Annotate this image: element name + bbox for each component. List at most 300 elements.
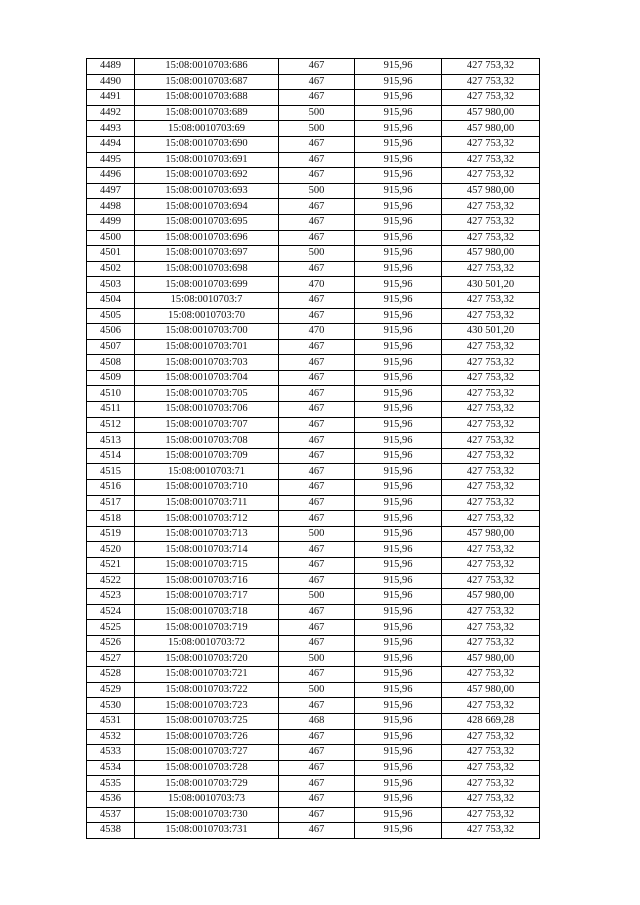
cadastral-number-cell: 15:08:0010703:7 [135,292,279,308]
value-cell: 427 753,32 [442,417,540,433]
row-number-cell: 4530 [87,698,135,714]
area-cell: 500 [279,589,355,605]
row-number-cell: 4535 [87,776,135,792]
area-cell: 500 [279,183,355,199]
rate-cell: 915,96 [355,261,442,277]
value-cell: 427 753,32 [442,402,540,418]
rate-cell: 915,96 [355,168,442,184]
rate-cell: 915,96 [355,105,442,121]
row-number-cell: 4500 [87,230,135,246]
area-cell: 467 [279,152,355,168]
rate-cell: 915,96 [355,292,442,308]
row-number-cell: 4498 [87,199,135,215]
value-cell: 457 980,00 [442,526,540,542]
rate-cell: 915,96 [355,589,442,605]
row-number-cell: 4538 [87,823,135,839]
rate-cell: 915,96 [355,464,442,480]
cadastral-number-cell: 15:08:0010703:695 [135,214,279,230]
rate-cell: 915,96 [355,339,442,355]
table-row [87,526,540,542]
cadastral-number-cell: 15:08:0010703:722 [135,682,279,698]
cadastral-number-cell: 15:08:0010703:706 [135,402,279,418]
area-cell: 467 [279,168,355,184]
rate-cell: 915,96 [355,495,442,511]
value-cell: 427 753,32 [442,339,540,355]
cadastral-number-cell: 15:08:0010703:688 [135,90,279,106]
value-cell: 427 753,32 [442,433,540,449]
value-cell: 427 753,32 [442,635,540,651]
area-cell: 467 [279,136,355,152]
rate-cell: 915,96 [355,152,442,168]
row-number-cell: 4493 [87,121,135,137]
cadastral-number-cell: 15:08:0010703:699 [135,277,279,293]
area-cell: 467 [279,308,355,324]
table-row [87,105,540,121]
rate-cell: 915,96 [355,121,442,137]
value-cell: 427 753,32 [442,729,540,745]
area-cell: 500 [279,682,355,698]
value-cell: 427 753,32 [442,542,540,558]
table-row [87,183,540,199]
rate-cell: 915,96 [355,417,442,433]
area-cell: 467 [279,370,355,386]
row-number-cell: 4519 [87,526,135,542]
rate-cell: 915,96 [355,355,442,371]
value-cell: 427 753,32 [442,370,540,386]
rate-cell: 915,96 [355,573,442,589]
cadastral-number-cell: 15:08:0010703:704 [135,370,279,386]
rate-cell: 915,96 [355,308,442,324]
area-cell: 467 [279,573,355,589]
value-cell: 427 753,32 [442,807,540,823]
table-row [87,651,540,667]
area-cell: 467 [279,339,355,355]
value-cell: 427 753,32 [442,667,540,683]
table-row [87,495,540,511]
area-cell: 467 [279,667,355,683]
row-number-cell: 4527 [87,651,135,667]
table-row [87,589,540,605]
value-cell: 427 753,32 [442,760,540,776]
row-number-cell: 4491 [87,90,135,106]
area-cell: 500 [279,526,355,542]
row-number-cell: 4508 [87,355,135,371]
row-number-cell: 4523 [87,589,135,605]
rate-cell: 915,96 [355,214,442,230]
area-cell: 467 [279,386,355,402]
cadastral-number-cell: 15:08:0010703:696 [135,230,279,246]
row-number-cell: 4521 [87,558,135,574]
table-row [87,542,540,558]
area-cell: 467 [279,542,355,558]
rate-cell: 915,96 [355,651,442,667]
cadastral-number-cell: 15:08:0010703:694 [135,199,279,215]
area-cell: 467 [279,90,355,106]
cadastral-number-cell: 15:08:0010703:707 [135,417,279,433]
row-number-cell: 4494 [87,136,135,152]
area-cell: 467 [279,807,355,823]
row-number-cell: 4489 [87,59,135,75]
cadastral-number-cell: 15:08:0010703:714 [135,542,279,558]
value-cell: 427 753,32 [442,386,540,402]
row-number-cell: 4510 [87,386,135,402]
row-number-cell: 4528 [87,667,135,683]
table-row [87,121,540,137]
area-cell: 467 [279,261,355,277]
cadastral-number-cell: 15:08:0010703:71 [135,464,279,480]
row-number-cell: 4509 [87,370,135,386]
row-number-cell: 4522 [87,573,135,589]
area-cell: 467 [279,417,355,433]
rate-cell: 915,96 [355,370,442,386]
row-number-cell: 4525 [87,620,135,636]
table-row [87,168,540,184]
table-row [87,370,540,386]
rate-cell: 915,96 [355,183,442,199]
table-row [87,682,540,698]
rate-cell: 915,96 [355,59,442,75]
value-cell: 457 980,00 [442,183,540,199]
row-number-cell: 4524 [87,604,135,620]
area-cell: 467 [279,620,355,636]
value-cell: 457 980,00 [442,651,540,667]
rate-cell: 915,96 [355,480,442,496]
row-number-cell: 4504 [87,292,135,308]
table-row [87,339,540,355]
row-number-cell: 4497 [87,183,135,199]
area-cell: 467 [279,74,355,90]
area-cell: 470 [279,277,355,293]
table-row [87,807,540,823]
value-cell: 427 753,32 [442,480,540,496]
value-cell: 427 753,32 [442,136,540,152]
area-cell: 500 [279,651,355,667]
value-cell: 427 753,32 [442,604,540,620]
area-cell: 467 [279,729,355,745]
value-cell: 427 753,32 [442,308,540,324]
cadastral-number-cell: 15:08:0010703:700 [135,324,279,340]
value-cell: 427 753,32 [442,214,540,230]
cadastral-number-cell: 15:08:0010703:715 [135,558,279,574]
cadastral-number-cell: 15:08:0010703:713 [135,526,279,542]
value-cell: 427 753,32 [442,90,540,106]
rate-cell: 915,96 [355,433,442,449]
row-number-cell: 4513 [87,433,135,449]
rate-cell: 915,96 [355,136,442,152]
row-number-cell: 4532 [87,729,135,745]
table-row [87,635,540,651]
cadastral-number-cell: 15:08:0010703:725 [135,713,279,729]
row-number-cell: 4512 [87,417,135,433]
cadastral-number-cell: 15:08:0010703:708 [135,433,279,449]
table-row [87,324,540,340]
rate-cell: 915,96 [355,667,442,683]
value-cell: 427 753,32 [442,355,540,371]
rate-cell: 915,96 [355,745,442,761]
table-row [87,448,540,464]
row-number-cell: 4520 [87,542,135,558]
cadastral-number-cell: 15:08:0010703:726 [135,729,279,745]
cadastral-number-cell: 15:08:0010703:716 [135,573,279,589]
table-row [87,464,540,480]
row-number-cell: 4518 [87,511,135,527]
table-row [87,292,540,308]
parcel-table [86,58,540,839]
rate-cell: 915,96 [355,682,442,698]
rate-cell: 915,96 [355,776,442,792]
row-number-cell: 4514 [87,448,135,464]
cadastral-number-cell: 15:08:0010703:705 [135,386,279,402]
area-cell: 468 [279,713,355,729]
cadastral-number-cell: 15:08:0010703:701 [135,339,279,355]
row-number-cell: 4492 [87,105,135,121]
row-number-cell: 4495 [87,152,135,168]
row-number-cell: 4526 [87,635,135,651]
cadastral-number-cell: 15:08:0010703:717 [135,589,279,605]
value-cell: 457 980,00 [442,246,540,262]
cadastral-number-cell: 15:08:0010703:73 [135,791,279,807]
rate-cell: 915,96 [355,635,442,651]
value-cell: 427 753,32 [442,558,540,574]
table-row [87,90,540,106]
table-row [87,199,540,215]
area-cell: 467 [279,448,355,464]
rate-cell: 915,96 [355,511,442,527]
table-row [87,59,540,75]
cadastral-number-cell: 15:08:0010703:710 [135,480,279,496]
area-cell: 470 [279,324,355,340]
value-cell: 427 753,32 [442,573,540,589]
table-row [87,277,540,293]
value-cell: 428 669,28 [442,713,540,729]
rate-cell: 915,96 [355,199,442,215]
cadastral-number-cell: 15:08:0010703:721 [135,667,279,683]
parcel-table-body [87,59,540,839]
value-cell: 430 501,20 [442,324,540,340]
table-row [87,776,540,792]
cadastral-number-cell: 15:08:0010703:718 [135,604,279,620]
table-row [87,230,540,246]
table-row [87,620,540,636]
value-cell: 427 753,32 [442,495,540,511]
cadastral-number-cell: 15:08:0010703:711 [135,495,279,511]
value-cell: 457 980,00 [442,589,540,605]
area-cell: 467 [279,791,355,807]
table-row [87,713,540,729]
table-row [87,558,540,574]
table-row [87,402,540,418]
value-cell: 457 980,00 [442,121,540,137]
rate-cell: 915,96 [355,604,442,620]
table-row [87,698,540,714]
cadastral-number-cell: 15:08:0010703:727 [135,745,279,761]
rate-cell: 915,96 [355,324,442,340]
rate-cell: 915,96 [355,277,442,293]
row-number-cell: 4507 [87,339,135,355]
cadastral-number-cell: 15:08:0010703:709 [135,448,279,464]
row-number-cell: 4533 [87,745,135,761]
value-cell: 427 753,32 [442,791,540,807]
table-row [87,729,540,745]
value-cell: 427 753,32 [442,448,540,464]
value-cell: 457 980,00 [442,682,540,698]
table-row [87,214,540,230]
table-row [87,667,540,683]
area-cell: 467 [279,604,355,620]
table-row [87,355,540,371]
area-cell: 467 [279,214,355,230]
rate-cell: 915,96 [355,90,442,106]
row-number-cell: 4511 [87,402,135,418]
cadastral-number-cell: 15:08:0010703:731 [135,823,279,839]
table-row [87,152,540,168]
row-number-cell: 4503 [87,277,135,293]
cadastral-number-cell: 15:08:0010703:730 [135,807,279,823]
value-cell: 427 753,32 [442,464,540,480]
area-cell: 500 [279,246,355,262]
value-cell: 427 753,32 [442,823,540,839]
row-number-cell: 4515 [87,464,135,480]
cadastral-number-cell: 15:08:0010703:690 [135,136,279,152]
value-cell: 427 753,32 [442,74,540,90]
rate-cell: 915,96 [355,791,442,807]
area-cell: 467 [279,464,355,480]
area-cell: 467 [279,745,355,761]
cadastral-number-cell: 15:08:0010703:720 [135,651,279,667]
area-cell: 467 [279,558,355,574]
area-cell: 467 [279,698,355,714]
row-number-cell: 4499 [87,214,135,230]
row-number-cell: 4496 [87,168,135,184]
table-row [87,511,540,527]
cadastral-number-cell: 15:08:0010703:689 [135,105,279,121]
cadastral-number-cell: 15:08:0010703:719 [135,620,279,636]
table-row [87,480,540,496]
rate-cell: 915,96 [355,807,442,823]
table-row [87,308,540,324]
cadastral-number-cell: 15:08:0010703:703 [135,355,279,371]
cadastral-number-cell: 15:08:0010703:712 [135,511,279,527]
value-cell: 427 753,32 [442,168,540,184]
area-cell: 500 [279,121,355,137]
area-cell: 467 [279,59,355,75]
row-number-cell: 4490 [87,74,135,90]
cadastral-number-cell: 15:08:0010703:728 [135,760,279,776]
rate-cell: 915,96 [355,246,442,262]
value-cell: 427 753,32 [442,199,540,215]
row-number-cell: 4537 [87,807,135,823]
value-cell: 427 753,32 [442,745,540,761]
table-row [87,433,540,449]
table-row [87,136,540,152]
cadastral-number-cell: 15:08:0010703:729 [135,776,279,792]
rate-cell: 915,96 [355,729,442,745]
area-cell: 500 [279,105,355,121]
area-cell: 467 [279,511,355,527]
cadastral-number-cell: 15:08:0010703:72 [135,635,279,651]
table-row [87,791,540,807]
rate-cell: 915,96 [355,448,442,464]
area-cell: 467 [279,292,355,308]
value-cell: 427 753,32 [442,152,540,168]
value-cell: 427 753,32 [442,292,540,308]
value-cell: 427 753,32 [442,620,540,636]
row-number-cell: 4502 [87,261,135,277]
area-cell: 467 [279,760,355,776]
row-number-cell: 4529 [87,682,135,698]
row-number-cell: 4516 [87,480,135,496]
value-cell: 427 753,32 [442,511,540,527]
area-cell: 467 [279,635,355,651]
table-row [87,823,540,839]
row-number-cell: 4534 [87,760,135,776]
row-number-cell: 4536 [87,791,135,807]
cadastral-number-cell: 15:08:0010703:70 [135,308,279,324]
area-cell: 467 [279,433,355,449]
cadastral-number-cell: 15:08:0010703:687 [135,74,279,90]
table-row [87,261,540,277]
rate-cell: 915,96 [355,402,442,418]
table-row [87,604,540,620]
table-row [87,573,540,589]
rate-cell: 915,96 [355,386,442,402]
value-cell: 427 753,32 [442,776,540,792]
cadastral-number-cell: 15:08:0010703:69 [135,121,279,137]
rate-cell: 915,96 [355,526,442,542]
table-row [87,386,540,402]
cadastral-number-cell: 15:08:0010703:698 [135,261,279,277]
rate-cell: 915,96 [355,74,442,90]
table-row [87,417,540,433]
table-row [87,74,540,90]
cadastral-number-cell: 15:08:0010703:691 [135,152,279,168]
cadastral-number-cell: 15:08:0010703:693 [135,183,279,199]
area-cell: 467 [279,495,355,511]
area-cell: 467 [279,199,355,215]
row-number-cell: 4531 [87,713,135,729]
area-cell: 467 [279,402,355,418]
table-row [87,246,540,262]
value-cell: 427 753,32 [442,230,540,246]
row-number-cell: 4517 [87,495,135,511]
row-number-cell: 4506 [87,324,135,340]
rate-cell: 915,96 [355,620,442,636]
table-row [87,745,540,761]
table-row [87,760,540,776]
cadastral-number-cell: 15:08:0010703:692 [135,168,279,184]
value-cell: 427 753,32 [442,698,540,714]
area-cell: 467 [279,355,355,371]
cadastral-number-cell: 15:08:0010703:686 [135,59,279,75]
rate-cell: 915,96 [355,558,442,574]
cadastral-number-cell: 15:08:0010703:723 [135,698,279,714]
cadastral-number-cell: 15:08:0010703:697 [135,246,279,262]
area-cell: 467 [279,823,355,839]
rate-cell: 915,96 [355,698,442,714]
value-cell: 427 753,32 [442,59,540,75]
rate-cell: 915,96 [355,542,442,558]
value-cell: 457 980,00 [442,105,540,121]
row-number-cell: 4505 [87,308,135,324]
area-cell: 467 [279,480,355,496]
row-number-cell: 4501 [87,246,135,262]
value-cell: 427 753,32 [442,261,540,277]
area-cell: 467 [279,230,355,246]
rate-cell: 915,96 [355,713,442,729]
rate-cell: 915,96 [355,760,442,776]
area-cell: 467 [279,776,355,792]
value-cell: 430 501,20 [442,277,540,293]
